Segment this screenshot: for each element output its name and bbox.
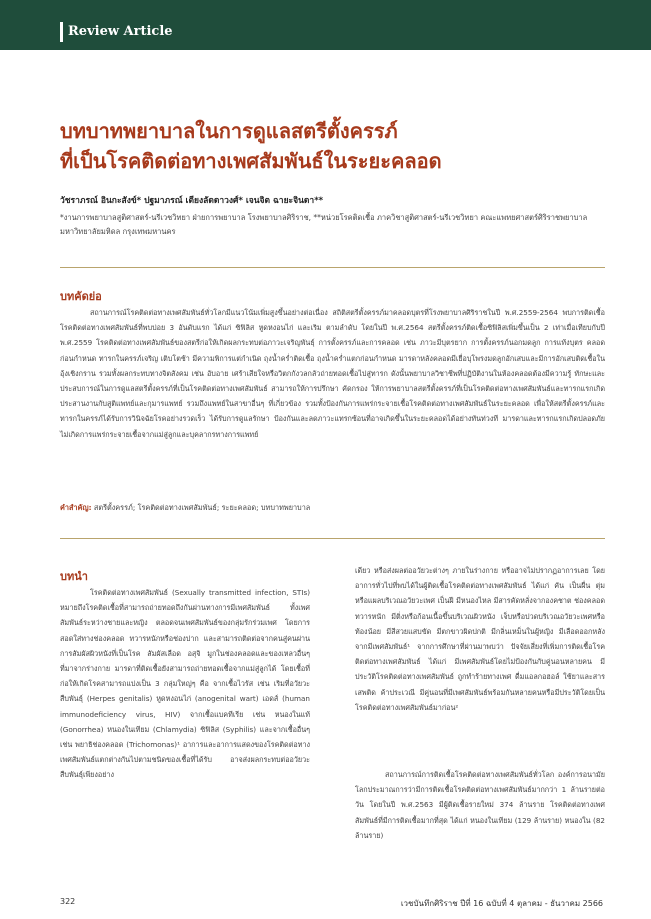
abstract-text: สถานการณ์โรคติดต่อทางเพศสัมพันธ์ทั่วโลกมีแนวโน้มเพิ่มสูงขึ้นอย่างต่อเนื่อง สถิติสตรีตั้งครรภ์มาคลอดบุตรที่โรงพยาบาลศิริราชในปี พ.ศ.2559-2564 พบการติดเชื้อโรคติดต่อทางเพศสัมพันธ์ที่พบบ่อย 3 อันดับแรก ได้แก่ ซิฟิลิส หูดหงอนไก่ และเริม ตามลำดับ โดยในปี พ.ศ.2564 สตรีตั้งครรภ์ติดเชื้อซิฟิลิสเพิ่มขึ้นเป็น 2 เท่าเมื่อเทียบกับปี พ.ศ.2559 โรคติดต่อทางเพศสัมพันธ์ของสตรีก่อให้เกิดผลกระทบต่อภาวะเจริญพันธุ์ การตั้งครรภ์และการคลอด เช่น ภาวะมีบุตรยาก การตั้งครรภ์นอกมดลูก การแท้งบุตร คลอดก่อนกำหนด ทารกในครรภ์เจริญ เติบโตช้า มีความพิการแต่กำเนิด ถุงน้ำคร่ำติดเชื้อ ถุงน้ำคร่ำแตกก่อนกำหนด มารดาหลังคลอดมีเยื่อบุโพรงมดลูกอักเสบและมีการอักเสบติดเชื้อในอุ้งเชิงกราน รวมทั้งผลกระทบทางจิตสังคม เช่น อับอาย เศร้าเสียใจหรือวิตกกังวลกลัวถ่ายทอดเชื้อไปสู่ทารก ดังนั้นพยาบาลวิชาชีพที่ปฏิบัติงานในห้องคลอดต้องมีความรู้ ทักษะและประสบการณ์ในการดูแลสตรีตั้งครรภ์ที่เป็นโรคติดต่อทางเพศสัมพันธ์ สามารถให้การปรึกษา คัดกรอง ให้การพยาบาลสตรีตั้งครรภ์ที่เป็นโรคติดต่อทางเพศสัมพันธ์และทารกแรกเกิด ประสานงานกับสูติแพทย์และกุมารแพทย์ รวมถึงแพทย์ในสาขาอื่นๆ ที่เกี่ยวข้อง รวมทั้งป้องกันการแพร่กระจายเชื้อโรคติดต่อทางเพศสัมพันธ์ในระยะคลอด เพื่อให้สตรีตั้งครรภ์และทารกในครรภ์ได้รับการวินิจฉัยโรคอย่างรวดเร็ว ได้รับการดูแลรักษา ป้องกันและลดภาวะแทรกซ้อนที่อาจเกิดขึ้นในระยะคลอดได้อย่างทันท่วงที มารดาและทารกแรกเกิดปลอดภัย ไม่เกิดการแพร่กระจายเชื้อจากแม่สู่ลูกและบุคลากรทางการแพทย์	[60, 308, 605, 439]
keywords	[60, 503, 605, 514]
article-title-line-1: บทบาทพยาบาลในการดูแลสตรีตั้งครรภ์	[60, 119, 398, 143]
journal-citation: เวชบันทึกศิริราช ปีที่ 16 ฉบับที่ 4 ตุลาคม - ธันวาคม 2566	[400, 899, 603, 908]
intro-left-column: โรคติดต่อทางเพศสัมพันธ์ (Sexually transmitted infection, STIs) หมายถึงโรคติดเชื้อที่สามารถถ่ายทอดถึงกันผ่านทางการมีเพศสัมพันธ์ ทั้งเพศสัมพันธ์ระหว่างชายและหญิง ตลอดจนเพศสัมพันธ์ของกลุ่มรักร่วมเพศ โดยการสอดใส่ทางช่องคลอด ทวารหนักหรือช่องปาก และสามารถติดต่อจากคนสู่คนผ่านการสัมผัสผิวหนังที่เป็นโรค สัมผัสเลือด อสุจิ มูกในช่องคลอดและของเหลวอื่นๆ ที่มาจากร่างกาย มารดาที่ติดเชื้อยังสามารถถ่ายทอดเชื้อจากแม่สู่ลูกได้ โดยเชื้อที่ก่อให้เกิดโรคสามารถแบ่งเป็น 3 กลุ่มใหญ่ๆ คือ จากเชื้อไวรัส เช่น เริมที่อวัยวะสืบพันธุ์ (Herpes genitalis) หูดหงอนไก่ (anogenital wart) เอดส์ (human immunodeficiency virus, HIV) จากเชื้อแบคทีเรีย เช่น หนองในแท้ (Gonorrhea) หนองในเทียม (Chlamydia) ซิฟิลิส (Syphilis) และจากเชื้ออื่นๆ เช่น พยาธิช่องคลอด (Trichomonas)¹ อาการและอาการแสดงของโรคติดต่อทางเพศสัมพันธ์แตกต่างกันไปตามชนิดของเชื้อที่ได้รับ อาจส่งผลกระทบต่ออวัยวะสืบพันธุ์เพียงอย่าง	[60, 588, 310, 780]
page-number: 322	[60, 897, 76, 906]
article-type-label: Review Article	[68, 24, 173, 39]
divider-bottom	[60, 538, 605, 539]
keywords-label: คำสำคัญ:	[60, 503, 92, 512]
journal-header-band	[0, 0, 651, 50]
header-accent-bar	[60, 22, 63, 42]
article-title	[60, 116, 600, 176]
abstract-heading: บทคัดย่อ	[60, 290, 102, 303]
divider-top	[60, 267, 605, 268]
intro-heading: บทนำ	[60, 570, 88, 583]
article-title-line-2: ที่เป็นโรคติดต่อทางเพศสัมพันธ์ในระยะคลอด	[60, 149, 442, 173]
keywords-text: สตรีตั้งครรภ์; โรคติดต่อทางเพศสัมพันธ์; ระยะคลอด; บทบาทพยาบาล	[93, 503, 311, 512]
intro-right-column-paragraph-1: เดียว หรือส่งผลต่ออวัยวะต่างๆ ภายในร่างกาย หรืออาจไม่ปรากฏอาการเลย โดยอาการทั่วไปที่พบได้ในผู้ติดเชื้อโรคติดต่อทางเพศสัมพันธ์ ได้แก่ คัน เป็นผื่น ตุ่มหรือแผลบริเวณอวัยวะเพศ เป็นฝี มีหนองไหล มีสารคัดหลั่งจากองคชาต ช่องคลอด ทวารหนัก มีติ่งหรือก้อนเนื้อขึ้นบริเวณผิวหนัง เจ็บหรือปวดบริเวณอวัยวะเพศหรือท้องน้อย มีสีสวยแสบขัด มีตกขาวผิดปกติ มีกลิ่นเหม็นในผู้หญิง มีเลือดออกหลังจากมีเพศสัมพันธ์¹ จากการศึกษาที่ผ่านมาพบว่า ปัจจัยเสี่ยงที่เพิ่มการติดเชื้อโรคติดต่อทางเพศสัมพันธ์ ได้แก่ มีเพศสัมพันธ์โดยไม่ป้องกันกับคู่นอนหลายคน มีประวัติโรคติดต่อทางเพศสัมพันธ์ ถูกทำร้ายทางเพศ ดื่มแอลกอฮอล์ ใช้ยาและสารเสพติด ค้าประเวณี มีคู่นอนที่มีเพศสัมพันธ์พร้อมกันหลายคนหรือมีประวัติโดยเป็นโรคติดต่อทางเพศสัมพันธ์มาก่อน²	[355, 566, 605, 712]
author-affiliation: *งานการพยาบาลสูติศาสตร์-นรีเวชวิทยา ฝ่ายการพยาบาล โรงพยาบาลศิริราช, **หน่วยโรคติดเชื้อ ภาควิชาสูติศาสตร์-นรีเวชวิทยา คณะแพทยศาสตร์ศิริราชพยาบาล มหาวิทยาลัยมหิดล กรุงเทพมหานคร	[60, 213, 588, 236]
intro-right-column-paragraph-2: สถานการณ์การติดเชื้อโรคติดต่อทางเพศสัมพันธ์ทั่วโลก องค์การอนามัยโลกประมาณการว่ามีการติดเชื้อโรคติดต่อทางเพศสัมพันธ์มากกว่า 1 ล้านรายต่อวัน โดยในปี พ.ศ.2563 มีผู้ติดเชื้อรายใหม่ 374 ล้านราย โรคติดต่อทางเพศสัมพันธ์ที่มีการติดเชื้อมากที่สุด ได้แก่ หนองในเทียม (129 ล้านราย) หนองใน (82 ล้านราย)	[355, 770, 605, 840]
author-list: วัชราภรณ์ อินกะสังข์* ปฐมาภรณ์ เตียงลัดดาวงศ์* เจนจิต ฉายะจินดา**	[60, 196, 324, 206]
